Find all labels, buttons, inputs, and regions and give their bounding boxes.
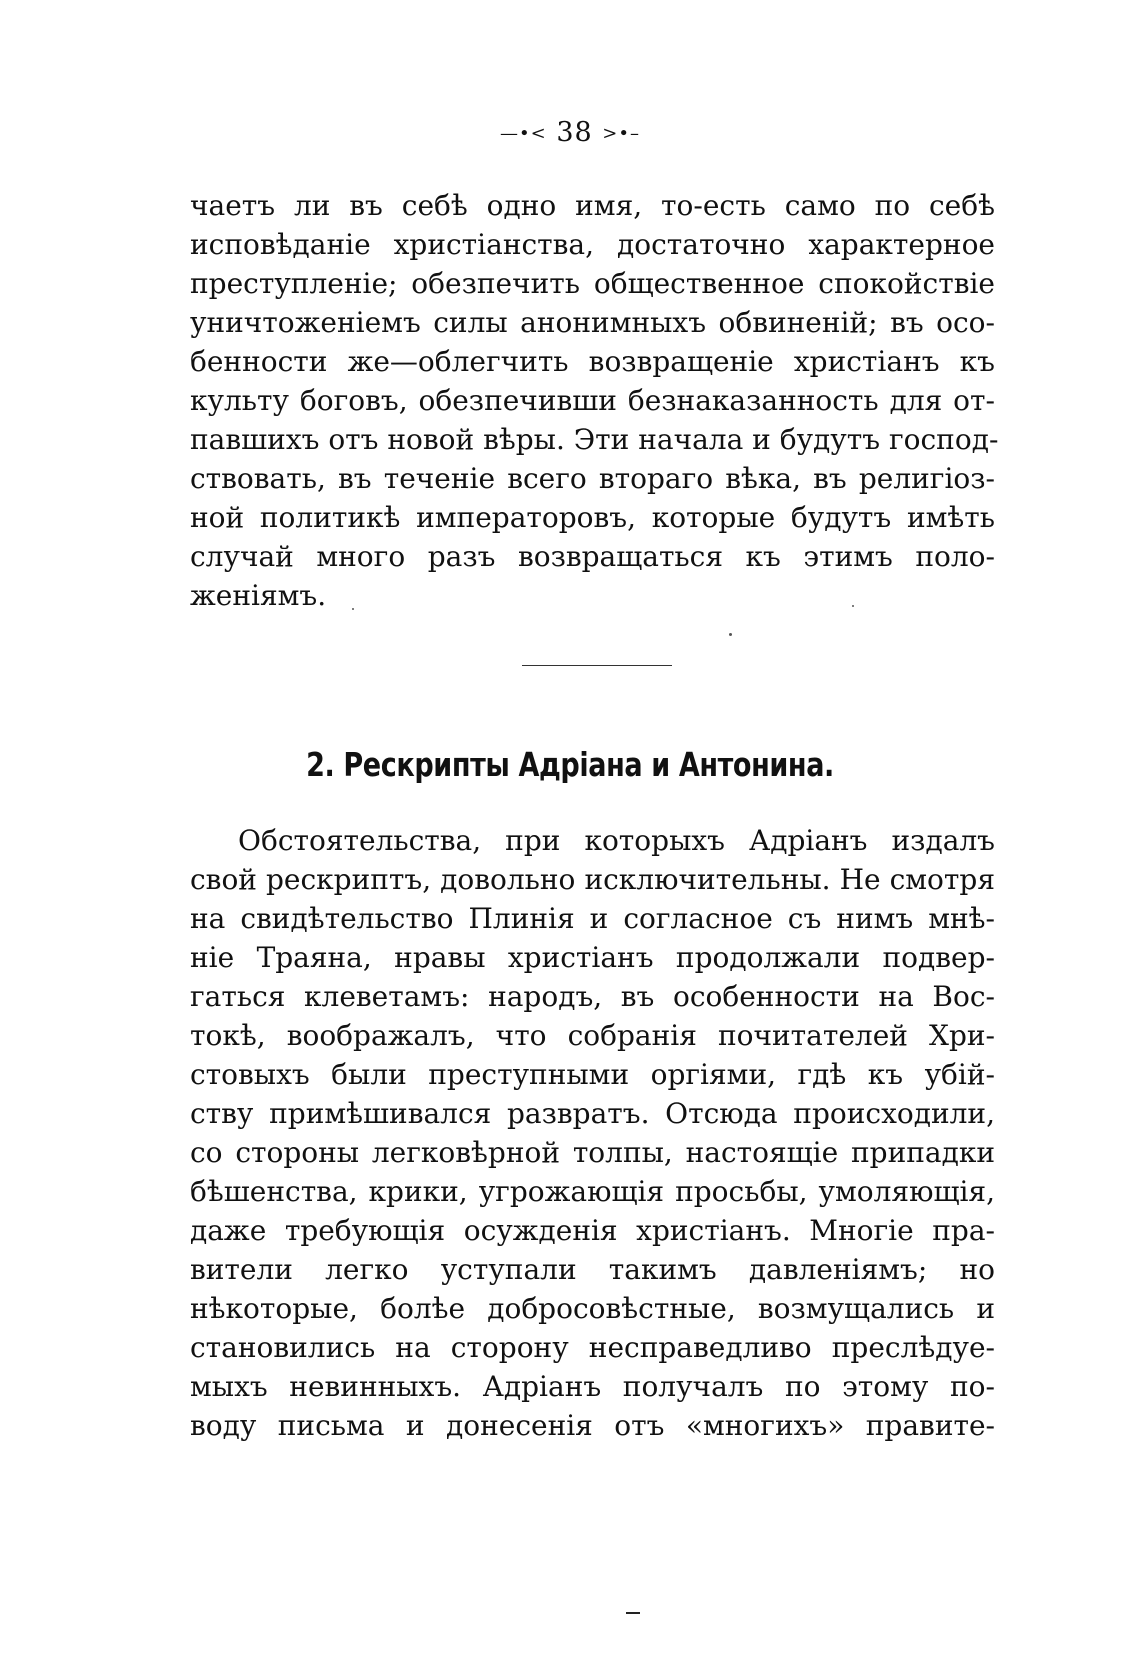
- section-title: 2. Рескрипты Адріана и Антонина.: [306, 745, 834, 784]
- section-divider: [522, 665, 672, 666]
- text-line: гаться клеветамъ: народъ, въ особенности на Вос-: [190, 980, 995, 1013]
- print-mark: [626, 1612, 640, 1614]
- text-line: случай много разъ возвращаться къ этимъ поло-: [190, 540, 995, 573]
- text-line: стовыхъ были преступными оргіями, гдѣ къ убій-: [190, 1058, 995, 1091]
- text-line: бѣшенства, крики, угрожающія просьбы, умоляющія,: [190, 1175, 995, 1208]
- print-speck: [729, 633, 732, 636]
- text-line: преступленіе; обезпечить общественное спокойствіе: [190, 267, 995, 300]
- text-line: свой рескриптъ, довольно исключительны. Не смотря: [190, 863, 995, 896]
- text-line: уничтоженіемъ силы анонимныхъ обвиненій; въ осо-: [190, 306, 995, 339]
- text-line: на свидѣтельство Плинія и согласное съ нимъ мнѣ-: [190, 902, 995, 935]
- text-line: нѣкоторые, болѣе добросовѣстные, возмущались и: [190, 1292, 995, 1325]
- page-header: [0, 117, 1140, 148]
- text-line: вители легко уступали такимъ давленіямъ; но: [190, 1253, 995, 1286]
- paragraph-continuation: [190, 186, 999, 615]
- text-line: со стороны легковѣрной толпы, настоящіе припадки: [190, 1136, 995, 1169]
- text-line: чаетъ ли въ себѣ одно имя, то-есть само по себѣ: [190, 189, 995, 222]
- text-line: исповѣданіе христіанства, достаточно характерное: [190, 228, 995, 261]
- page-number: 38: [556, 117, 593, 148]
- text-line: ству примѣшивался развратъ. Отсюда происходили,: [190, 1097, 995, 1130]
- text-line: ніе Траяна, нравы христіанъ продолжали подвер-: [190, 941, 995, 974]
- text-line: токѣ, воображалъ, что собранія почитателей Хри-: [190, 1019, 995, 1052]
- text-line: даже требующія осужденія христіанъ. Многіе пра-: [190, 1214, 995, 1247]
- print-speck: [852, 605, 854, 607]
- text-line: бенности же—облегчить возвращеніе христіанъ къ: [190, 345, 995, 378]
- text-line: ной политикѣ императоровъ, которые будутъ имѣть: [190, 501, 995, 534]
- text-line: ствовать, въ теченіе всего втораго вѣка, въ религіоз-: [190, 462, 995, 495]
- text-line: павшихъ отъ новой вѣры. Эти начала и будутъ господ-: [190, 423, 999, 456]
- ornament-right: >•–: [602, 123, 640, 144]
- ornament-left: —•<: [500, 123, 547, 144]
- text-line: женіямъ.: [190, 579, 327, 612]
- text-line: воду письма и донесенія отъ «многихъ» правите-: [190, 1409, 995, 1442]
- print-speck: [352, 608, 354, 610]
- text-line: мыхъ невинныхъ. Адріанъ получалъ по этому по-: [190, 1370, 995, 1403]
- text-line: культу боговъ, обезпечивши безнаказанность для от-: [190, 384, 995, 417]
- text-line: становились на сторону несправедливо преслѣдуе-: [190, 1331, 995, 1364]
- paragraph: [190, 821, 995, 1445]
- text-line: Обстоятельства, при которыхъ Адріанъ издалъ: [238, 824, 995, 857]
